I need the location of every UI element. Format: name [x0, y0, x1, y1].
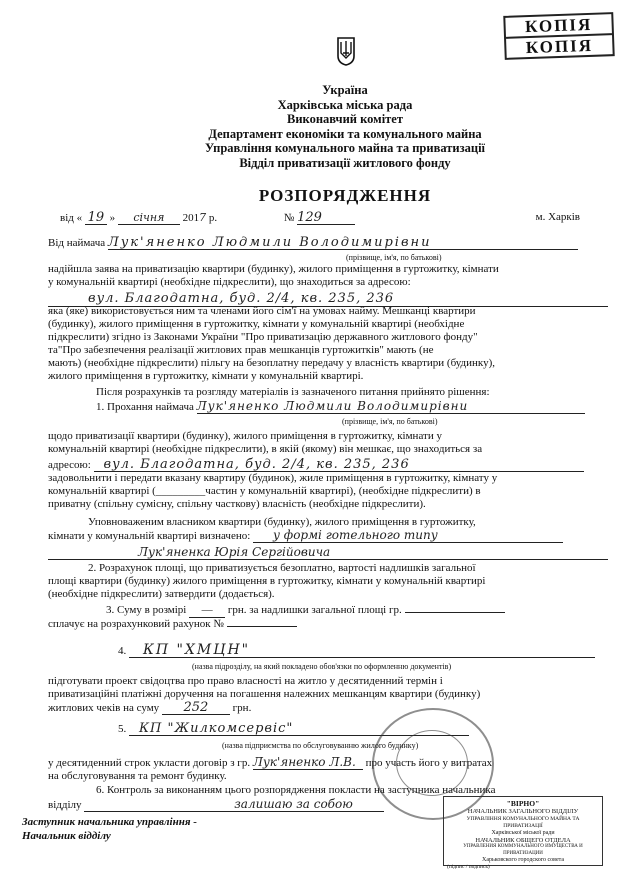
header-directorate: Управління комунального майна та приватизації [204, 141, 486, 155]
item3-sum: — [189, 604, 225, 618]
header-country: Україна [322, 83, 368, 97]
date-day: 19 [85, 211, 107, 225]
item3-person [405, 612, 505, 613]
copy-stamp-line-1: КОПІЯ [524, 14, 593, 37]
certification-line-5: УПРАВЛЕНИЯ КОММУНАЛЬНОГО ИМУЩЕСТВА И ПРИВАТИЗАЦИИ [463, 844, 583, 856]
item5-text-3: на обслуговування та ремонт будинку. [48, 770, 227, 782]
para1-line-3: підкреслити) згідно із Законами України "Про приватизацію державного житлового фонду" [48, 331, 478, 343]
item1-line [96, 400, 606, 414]
item2-line-3: (необхідне підкреслити) затвердити (додається). [48, 588, 275, 600]
item4-num: 4. [118, 645, 127, 657]
item6-handwritten: залишаю за собою [84, 798, 384, 812]
item4-line [118, 644, 598, 658]
intro-text [48, 263, 608, 289]
intro-line-1: надійшла заява на приватизацію квартири (будинку), жилого приміщення в гуртожитку, кімнати [48, 263, 499, 275]
item5-org: КП "Жилкомсервіс" [129, 722, 469, 736]
header-council: Харківська міська рада [277, 97, 413, 112]
certification-line-1: НАЧАЛЬНИК ЗАГАЛЬНОГО ВІДДІЛУ [467, 808, 579, 815]
certification-foot: (підпис / подпись) [447, 864, 490, 870]
item2-line-1: 2. Розрахунок площі, що приватизується безоплатно, вартості надлишків загальної [88, 562, 476, 574]
item1-text-2 [48, 472, 608, 511]
item1-line-2: комунальній квартирі (необхідне підкреслити), в якій (якому) він мешкає, що знаходиться за [48, 443, 483, 455]
item5-line [118, 722, 598, 736]
certification-line-2: УПРАВЛІННЯ КОМУНАЛЬНОГО МАЙНА ТА ПРИВАТИЗАЦІЇ [466, 815, 580, 829]
signature-block [22, 815, 197, 843]
item4-text [48, 675, 608, 715]
date-year-prefix: 201 [182, 212, 200, 224]
date-sep: » [109, 212, 116, 224]
certification-stamp [443, 796, 603, 870]
date-year-digit: 7 [199, 211, 207, 224]
date-from: від « [60, 212, 83, 224]
applicant-label: Від наймача [48, 237, 106, 249]
item4-line-3 [48, 701, 608, 715]
signature-line-2: Начальник відділу [22, 830, 111, 842]
item6-label: відділу [48, 799, 82, 811]
para1-line-5: мають) (необхідне підкреслити) пільгу на безоплатну передачу у власність квартири (будинку), [48, 357, 496, 369]
item4-sum: 252 [162, 701, 230, 715]
order-number: 129 [297, 211, 355, 225]
item1-address-label: адресою: [48, 459, 91, 471]
header-committee: Виконавчий комітет [287, 112, 403, 126]
header-department: Департамент економіки та комунального майна [208, 126, 482, 141]
trident-emblem-icon [336, 36, 356, 66]
owner-handwritten-1: у формі готельного типу [253, 529, 563, 543]
para1-line-4: та"Про забезпечення реалізації житлових прав мешканців гуртожитків" мають (не [48, 344, 434, 356]
date-line [60, 211, 580, 227]
item4-caption: (назва підрозділу, на який покладено обов'язки по оформленню документів) [192, 662, 452, 671]
item3-account [227, 626, 297, 627]
item5-text: у десятиденний строк укласти договір з гр. [48, 757, 251, 769]
applicant-line [48, 236, 603, 250]
item2-text [48, 562, 608, 601]
certification-head: "ВІРНО" [506, 799, 540, 808]
item1-line-5: приватну (спільну сумісну, спільну часткову) власність (необхідне підкреслити). [48, 498, 426, 510]
round-seal-inner [396, 730, 468, 796]
item4-org: КП "ХМЦН" [129, 644, 595, 658]
item6-line: 6. Контроль за виконанням цього розпорядження покласти на заступника начальника [96, 784, 496, 796]
item4-line-1: підготувати проект свідоцтва про право власності на житло у десятиденний термін і [48, 675, 443, 687]
para1-line-2: (будинку), жилого приміщення в гуртожитку, кімнати у комунальній квартирі (необхідне [48, 318, 465, 330]
certification-line-6: Харьковского городского совета [482, 857, 564, 863]
number-label: № [283, 212, 295, 224]
paragraph-1 [48, 305, 608, 383]
item3-label-2: грн. за надлишки загальної площі гр. [227, 604, 402, 616]
item3-account-label: сплачує на розрахунковий рахунок № [48, 618, 224, 630]
item4-line-3-label: житлових чеків на суму [48, 702, 160, 714]
item1-name: Лук'яненко Людмили Володимирівни [197, 400, 585, 414]
certification-line-4: НАЧАЛЬНИК ОБЩЕГО ОТДЕЛА [475, 836, 571, 844]
city: м. Харків [535, 211, 580, 223]
para1-line-6: жилого приміщення в гуртожитку, кімнати у комунальній квартирі. [48, 370, 364, 382]
item5-contract-line [48, 756, 613, 770]
item5-text-2: про участь його у витратах [365, 757, 493, 769]
item5-caption: (назва підприємства по обслуговуванню жилого будинку) [222, 741, 419, 750]
item1-line-1: щодо приватизації квартири (будинку), жилого приміщення в гуртожитку, кімнати у [48, 430, 442, 442]
applicant-caption: (прізвище, ім'я, по батькові) [346, 253, 442, 262]
intro-line-2: у комунальній квартирі (необхідне підкреслити), що знаходиться за адресою: [48, 276, 411, 288]
owner-text [48, 516, 608, 543]
header-block [150, 83, 540, 170]
para1-line-1: яка (яке) використовується ним та членами його сім'ї на умовах найму. Мешканці квартири [48, 305, 476, 317]
address-handwritten: вул. Благодатна, буд. 2/4, кв. 235, 236 [48, 291, 608, 307]
signature-line-1: Заступник начальника управління - [22, 816, 197, 828]
item3-line [106, 604, 606, 618]
item5-person: Лук'яненко Л.В. [253, 756, 363, 770]
document-title: РОЗПОРЯДЖЕННЯ [258, 186, 432, 205]
date-month: січня [118, 211, 180, 225]
item1-label: 1. Прохання наймача [96, 401, 194, 413]
item4-line-2: приватизаційні платіжні доручення на погашення належних мешканцям квартири (будинку) [48, 688, 481, 700]
item1-line-4: комунальній квартирі (_________частин у комунальній квартирі), (необхідне підкреслити) в [48, 485, 481, 497]
item2-line-2: площі квартири (будинку) жилого приміщення в гуртожитку, кімнати у комунальній квартирі [48, 575, 486, 587]
applicant-name: Лук'яненко Людмили Володимирівни [108, 236, 578, 250]
owner-line-1: Уповноваженим власником квартири (будинку), жилого приміщення в гуртожитку, [88, 516, 476, 528]
item3-account-line [48, 618, 548, 631]
item3-label: 3. Суму в розмірі [106, 604, 187, 616]
item5-num: 5. [118, 723, 127, 735]
item1-address-line [48, 458, 588, 472]
item1-text [48, 430, 608, 456]
owner-handwritten-2: Лук'яненка Юрія Сергійовича [48, 545, 608, 560]
item4-currency: грн. [232, 702, 252, 714]
copy-stamp [503, 12, 614, 60]
header-division: Відділ приватизації житлового фонду [239, 155, 451, 170]
date-year-suffix: р. [208, 212, 218, 224]
certification-line-3: Харківської міської ради [491, 829, 555, 836]
copy-stamp-line-2: КОПІЯ [506, 33, 613, 58]
item1-caption: (прізвище, ім'я, по батькові) [342, 417, 438, 426]
item1-line-3: задовольнити і передати вказану квартиру (будинок), жиле приміщення в гуртожитку, кімнату у [48, 472, 498, 484]
decision-intro: Після розрахунків та розгляду матеріалів із зазначеного питання прийнято рішення: [96, 386, 490, 398]
owner-line-2 [48, 529, 608, 543]
owner-line-2-label: кімнати у комунальній квартирі визначено: [48, 530, 251, 542]
item1-address: вул. Благодатна, буд. 2/4, кв. 235, 236 [94, 458, 584, 472]
